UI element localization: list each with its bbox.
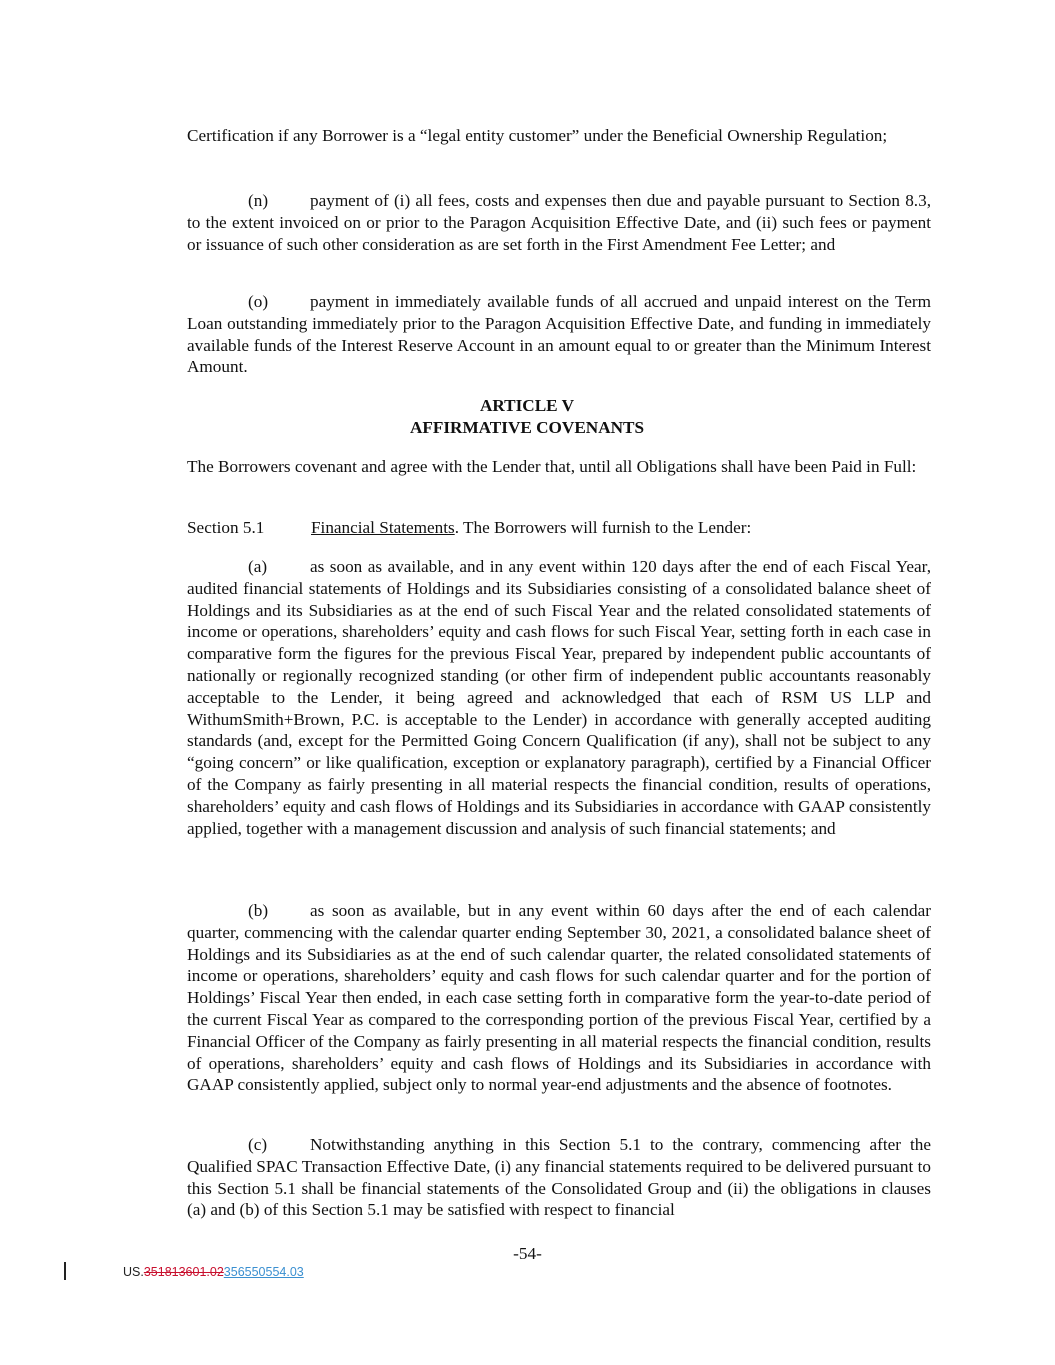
clause-b	[187, 900, 931, 1096]
section-5-1-heading	[187, 517, 751, 539]
clause-label: (o)	[248, 292, 269, 311]
clause-text: as soon as available, but in any event within 60 days after the end of each calendar quarter, commencing with the calendar quarter ending September 30, 2021, a consolidated balance sheet of Holdings and its Subsidiaries as at the end of such calendar quarter, the related consolidated statements of income or operations, shareholders’ equity and cash flows for such calendar quarter and for the portion of Holdings’ Fiscal Year then ended, in each case setting forth in comparative form the year-to-date period of the current Fiscal Year as compared to the corresponding portion of the previous Fiscal Year, certified by a Financial Officer of the Company as fairly presenting in all material respects the financial condition, results of operations, shareholders’ equity and cash flows of Holdings and its Subsidiaries in accordance with GAAP consistently applied, subject only to normal year-end adjustments and the absence of footnotes.	[187, 901, 931, 1095]
doc-id-deleted: 351813601.02	[143, 1265, 224, 1279]
clause-text: payment in immediately available funds of all accrued and unpaid interest on the Term Loan outstanding immediately prior to the Paragon Acquisition Effective Date, and funding in immediately available funds of the Interest Reserve Account in an amount equal to or greater than the Minimum Interest Amount.	[187, 292, 931, 377]
clause-label: (b)	[248, 901, 269, 920]
covenant-intro	[123, 456, 931, 478]
section-number: Section 5.1	[187, 518, 265, 537]
revision-change-bar	[64, 1262, 66, 1280]
clause-text: payment of (i) all fees, costs and expenses then due and payable pursuant to Section 8.3, to the extent invoiced on or prior to the Paragon Acquisition Effective Date, and (ii) such fees or payment or issuance of such other consideration as are set forth in the First Amendment Fee Letter; and	[187, 191, 931, 254]
page-number: -54-	[513, 1244, 542, 1263]
article-number: ARTICLE V	[479, 396, 575, 415]
doc-id-prefix: US.	[123, 1265, 144, 1279]
section-lead-text: . The Borrowers will furnish to the Lender:	[454, 518, 752, 537]
clause-text: Notwithstanding anything in this Section 5.1 to the contrary, commencing after the Qualified SPAC Transaction Effective Date, (i) any financial statements required to be delivered pursuant to this Section 5.1 shall be financial statements of the Consolidated Group and (ii) the obligations in clauses (a) and (b) of this Section 5.1 may be satisfied with respect to financial	[187, 1135, 931, 1220]
clause-label: (n)	[248, 191, 269, 210]
clause-o	[187, 291, 931, 378]
covenant-intro-text: The Borrowers covenant and agree with the Lender that, until all Obligations shall have been Paid in Full:	[187, 457, 917, 476]
continuation-paragraph: Certification if any Borrower is a “legal entity customer” under the Beneficial Ownership Regulation;	[187, 126, 888, 145]
clause-c	[187, 1134, 931, 1221]
section-title: Financial Statements	[311, 518, 455, 537]
document-id	[123, 1265, 304, 1279]
clause-a	[187, 556, 931, 839]
clause-label: (a)	[248, 557, 268, 576]
clause-text: as soon as available, and in any event within 120 days after the end of each Fiscal Year, audited financial statements of Holdings and its Subsidiaries consisting of a consolidated balance sheet of Holdings and its Subsidiaries as at the end of such Fiscal Year and the related consolidated statements of income or operations, shareholders’ equity and cash flows for such Fiscal Year, setting forth in each case in comparative form the figures for the previous Fiscal Year, prepared by independent public accountants of nationally or regionally recognized standing (or other firm of independent public accountants reasonably acceptable to the Lender, it being agreed and acknowledged that each of RSM US LLP and WithumSmith+Brown, P.C. is acceptable to the Lender) in accordance with generally accepted auditing standards (and, except for the Permitted Going Concern Qualification (if any), shall not be subject to any “going concern” or like qualification, exception or explanatory paragraph), certified by a Financial Officer of the Company as fairly presenting in all material respects the financial condition, results of operations, shareholders’ equity and cash flows of Holdings and its Subsidiaries in accordance with GAAP consistently applied, together with a management discussion and analysis of such financial statements; and	[187, 557, 931, 838]
clause-label: (c)	[248, 1135, 268, 1154]
clause-n	[187, 190, 931, 255]
article-title: AFFIRMATIVE COVENANTS	[409, 418, 645, 437]
doc-id-inserted: 356550554.03	[223, 1265, 304, 1279]
